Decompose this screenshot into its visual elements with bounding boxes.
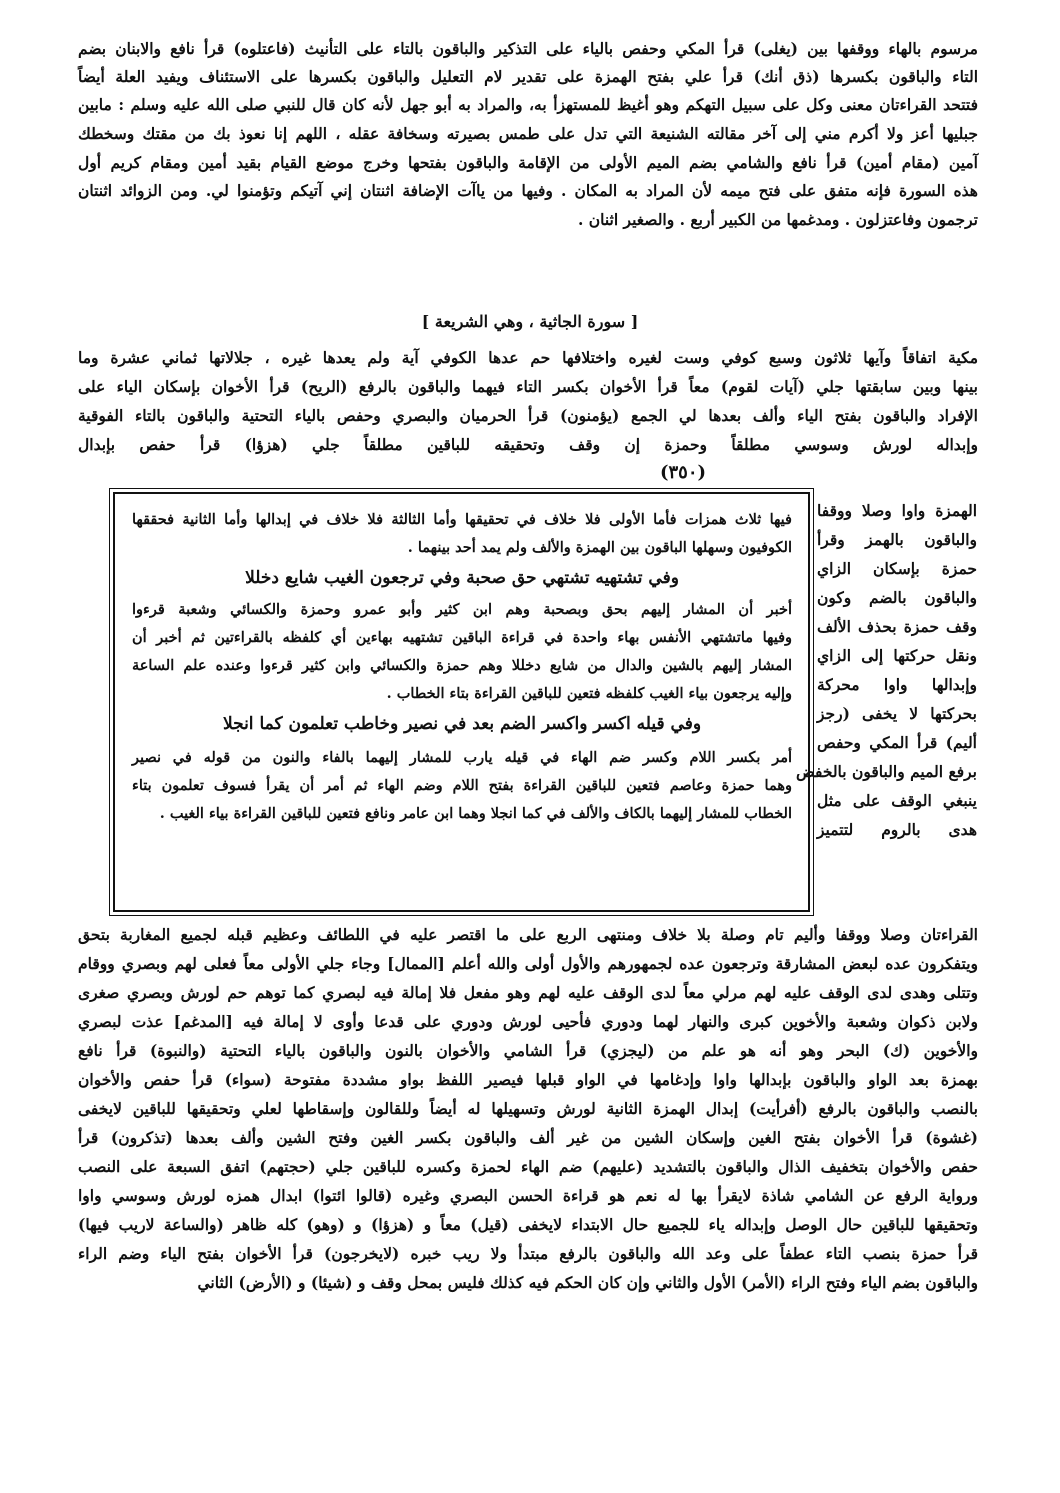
text-line: ولابن ذكوان وشعبة والأخوين كبرى والنهار لهما ودوري فأحيى لورش ودوري على قدعا وأوى لا إمالة فيه [المدغم] عذت لبصري	[78, 1012, 978, 1031]
side-text-line: بحركتها لا يخفى (رجز	[817, 704, 977, 723]
side-text-line: برفع الميم والباقون بالخفض	[795, 762, 977, 781]
text-line: التاء والباقون بكسرها (ذق أنك) قرأ علي بفتح الهمزة على تقدير لام التعليل والباقون بكسرها على الاستئناف ويفيد العلة أيضاً	[78, 67, 978, 86]
text-line: وتتلى وهدى لدى الوقف عليه لهم مرلي معاً لدى الوقف عليه لهم وهو مفعل فلا إمالة فيه لبصري كما توهم حم لورش وبصري صغرى	[78, 983, 978, 1002]
verse-line: وفي تشتهيه تشتهي حق صحبة وفي ترجعون الغيب شايع دخللا	[245, 568, 679, 588]
text-line: بهمزة بعد الواو والباقون بإبدالها واوا وإدغامها في الواو قبلها فيصير اللفظ بواو مشددة مفتوحة (سواء) قرأ حفص والأخوان	[78, 1070, 978, 1089]
text-line: وتحقيقها للباقين حال الوصل وإبداله ياء للجميع حال الابتداء لايخفى (قيل) معاً و (هزؤا) و (وهو) كله ظاهر (والساعة لاريب فيها)	[78, 1215, 978, 1234]
box-text-line: أمر بكسر اللام وكسر ضم الهاء في قيله يارب للمشار إليهما بالفاء والنون من قوله في نصير	[132, 749, 792, 766]
text-line: هذه السورة فإنه متفق على فتح ميمه لأن المراد به المكان . وفيها من ياآت الإضافة اثنتان إني آتيكم وتؤمنوا لي. ومن الزوائد اثنتان	[78, 181, 978, 200]
text-line: آمين (مقام أمين) قرأ نافع والشامي بضم الميم الأولى من الإقامة والباقون بفتحها وخرج موضع القيام بقيد أمين ومقام كريم أول	[78, 153, 978, 172]
text-line: مكية اتفاقاً وآيها ثلاثون وسبع كوفي وست لغيره واختلافها حم عدها الكوفي آية ولم يعدها غيره ، جلالاتها ثماني عشرة وما	[78, 348, 978, 367]
box-text-line: المشار إليهم بالشين والدال من شايع دخللا وهم حمزة والكسائي وابن كثير قرءوا وعنده علم الساعة	[132, 657, 792, 674]
side-text-line: ينبغي الوقف على مثل	[817, 791, 977, 810]
text-line: والأخوين (ك) البحر وهو أنه هو علم من (ليجزي) قرأ الشامي والأخوان بالنون والباقون بالياء التحتية (والنبوة) قرأ نافع	[78, 1041, 978, 1060]
box-text-line: وهما حمزة وعاصم فتعين للباقين القراءة بفتح اللام وضم الهاء ثم أمر أن يقرأ فسوف تعلمون بتاء	[132, 777, 792, 794]
side-text-line: والباقون بالضم وكون	[817, 588, 977, 607]
side-text-line: والباقون بالهمز وقرأ	[817, 530, 977, 549]
text-line: وإبداله لورش وسوسي مطلقاً وحمزة إن وقف وتحقيقه للباقين مطلقاً جلي (هزؤا) قرأ حفص بإبدال	[78, 435, 978, 454]
box-text-line: وفيها ماتشتهي الأنفس بهاء واحدة في قراءة الباقين تشتهيه بهاءين أي كلفظه بالقراءتين ثم أخبر أن	[132, 629, 792, 646]
verse-line: وفي قيله اكسر واكسر الضم بعد في نصير وخاطب تعلمون كما انجلا	[222, 714, 702, 734]
side-text-line: هدى بالروم لتتميز	[817, 820, 977, 839]
text-line: القراءتان وصلا ووقفا وأليم تام وصلة بلا خلاف ومنتهى الربع على ما اقتصر عليه في اللطائف وعظيم قبله لجميع المغاربة بتحق	[78, 925, 978, 944]
box-text-line: أخبر أن المشار إليهم بحق وبصحبة وهم ابن كثير وأبو عمرو وحمزة والكسائي وشعبة قرءوا	[132, 601, 792, 618]
surah-heading-text: [ سورة الجاثية ، وهي الشريعة ]	[421, 312, 639, 331]
text-line: ترجمون وفاعتزلون . ومدغمها من الكبير أربع . والصغير اثنان .	[577, 210, 978, 229]
side-text-line: وقف حمزة بحذف الألف	[817, 617, 977, 636]
box-text-line: وإليه يرجعون بياء الغيب كلفظه فتعين للباقين القراءة بتاء الخطاب .	[386, 685, 792, 702]
text-line: ويتفكرون عده لبعض المشارقة وترجعون عده لجمهورهم والأول أولى والله أعلم [الممال] وجاء جلي الأولى معاً فعلى لهم وبصري ووقام	[78, 954, 978, 973]
text-line: (غشوة) قرأ الأخوان بفتح الغين وإسكان الشين من غير ألف والباقون بكسر الغين وفتح الشين وألف بعدها (تذكرون) قرأ	[78, 1128, 978, 1147]
text-line: والباقون بضم الياء وفتح الراء (الأمر) الأول والثاني وإن كان الحكم فيه كذلك فليس بمحل وقف و (شيئا) و (الأرض) الثاني	[197, 1273, 978, 1292]
page-number: (٣٥٠)	[659, 462, 707, 483]
text-line: فتتحد القراءتان معنى وكل على سبيل التهكم وهو أغيظ للمستهزأ به، والمراد به أبو جهل لأنه كان قال للنبي صلى الله عليه وسلم : مابين	[78, 95, 978, 114]
side-text-line: وإبدالها واوا محركة	[817, 675, 977, 694]
side-text-line: أليم) قرأ المكي وحفص	[817, 733, 977, 752]
text-line: قرأ حمزة بنصب التاء عطفاً على وعد الله والباقون بالرفع مبتدأ ولا ريب خبره (لايخرجون) قرأ الأخوان بفتح الياء وضم الراء	[78, 1244, 978, 1263]
text-line: مرسوم بالهاء ووقفها بين (يغلى) قرأ المكي وحفص بالياء على التذكير والباقون بالتاء على التأنيث (فاعتلوه) قرأ نافع والابنان بضم	[78, 39, 978, 58]
surah-heading	[0, 312, 1060, 331]
side-text-line: حمزة بإسكان الزاي	[817, 559, 977, 578]
text-line: الإفراد والباقون بفتح الياء وألف بعدها لي الجمع (يؤمنون) قرأ الحرميان والبصري وحفص بالياء التحتية والباقون بالتاء الفوقية	[78, 406, 978, 425]
box-text-line: الخطاب للمشار إليهما بالكاف والألف في كما انجلا وهما ابن عامر ونافع فتعين للباقين القراءة بياء الغيب .	[159, 805, 792, 822]
side-text-line: ونقل حركتها إلى الزاي	[817, 646, 977, 665]
side-text-line: الهمزة واوا وصلا ووقفا	[817, 501, 977, 520]
text-line: بالنصب والباقون بالرفع (أفرأيت) إبدال الهمزة الثانية لورش وتسهيلها له أيضاً وللقالون وإسقاطها لعلي وتحقيقها للباقين لايخفى	[78, 1099, 978, 1118]
text-line: حفص والأخوان بتخفيف الذال والباقون بالتشديد (عليهم) ضم الهاء لحمزة وكسره للباقين جلي (حجتهم) اتفق السبعة على النصب	[78, 1157, 978, 1176]
box-text-line: الكوفيون وسهلها الباقون بين الهمزة والألف ولم يمد أحد بينهما .	[407, 539, 792, 556]
text-line: ورواية الرفع عن الشامي شاذة لايقرأ بها له نعم هو قراءة الحسن البصري وغيره (قالوا ائتوا) ابدال همزه لورش وسوسي واوا	[78, 1186, 978, 1205]
box-text-line: فيها ثلاث همزات فأما الأولى فلا خلاف في تحقيقها وأما الثالثة فلا خلاف في إبدالها وأما الثانية فحققها	[132, 511, 792, 528]
text-line: جبليها أعز ولا أكرم مني إلى آخر مقالته الشنيعة التي تدل على طمس بصيرته وسخافة عقله ، اللهم إنا نعوذ بك من مقتك وسخطك	[78, 124, 978, 143]
text-line: بينها وبين سابقتها جلي (آيات لقوم) معاً قرأ الأخوان بكسر التاء فيهما والباقون بالرفع (الريح) قرأ الأخوان بإسكان الياء على	[78, 377, 978, 396]
commentary-box	[113, 492, 810, 912]
